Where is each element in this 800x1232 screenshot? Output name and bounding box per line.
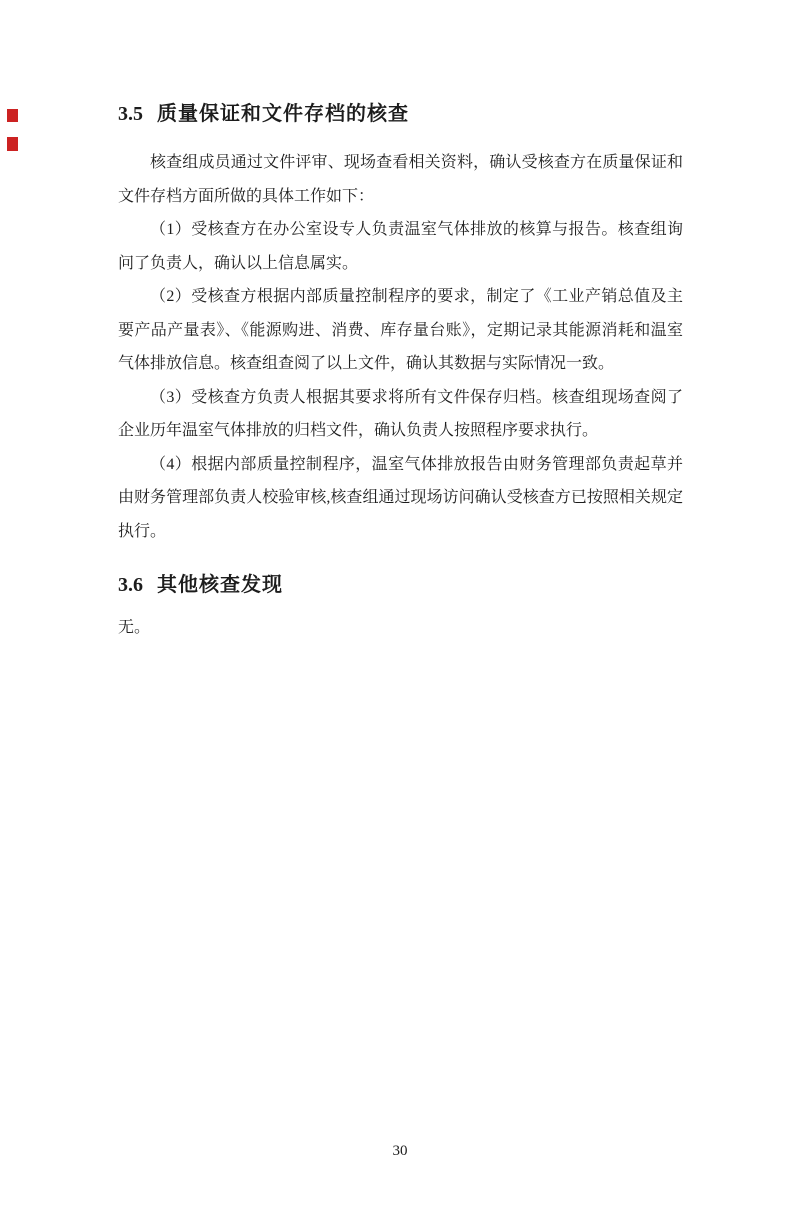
paragraph-item-4: （4）根据内部质量控制程序，温室气体排放报告由财务管理部负责起草并由财务管理部负责人校验审核,核查组通过现场访问确认受核查方已按照相关规定执行。: [118, 455, 683, 540]
section-title: 质量保证和文件存档的核查: [157, 103, 409, 125]
section-heading-3-5: [118, 100, 683, 128]
red-stamp-mark: [7, 109, 18, 122]
section-number: 3.5: [118, 103, 143, 125]
paragraph-intro: 核查组成员通过文件评审、现场查看相关资料，确认受核查方在质量保证和文件存档方面所做的具体工作如下：: [118, 154, 683, 205]
document-page: [0, 100, 800, 1232]
paragraph-item-2: （2）受核查方根据内部质量控制程序的要求，制定了《工业产销总值及主要产品产量表》、《能源购进、消费、库存量台账》，定期记录其能源消耗和温室气体排放信息。核查组查阅了以上文件，确认其数据与实际情况一致。: [118, 288, 683, 372]
red-stamp-mark: [7, 137, 18, 151]
section-title: 其他核查发现: [157, 574, 283, 596]
page-number: 30: [392, 1143, 408, 1159]
section-heading-3-6: [118, 571, 683, 599]
section-number: 3.6: [118, 574, 143, 596]
paragraph-item-3: （3）受核查方负责人根据其要求将所有文件保存归档。核查组现场查阅了企业历年温室气体排放的归档文件，确认负责人按照程序要求执行。: [118, 388, 683, 439]
section-3-5-body: [118, 146, 683, 548]
paragraph-item-1: （1）受核查方在办公室设专人负责温室气体排放的核算与报告。核查组询问了负责人，确认以上信息属实。: [118, 221, 683, 272]
paragraph-none-found: 无。: [118, 619, 151, 636]
